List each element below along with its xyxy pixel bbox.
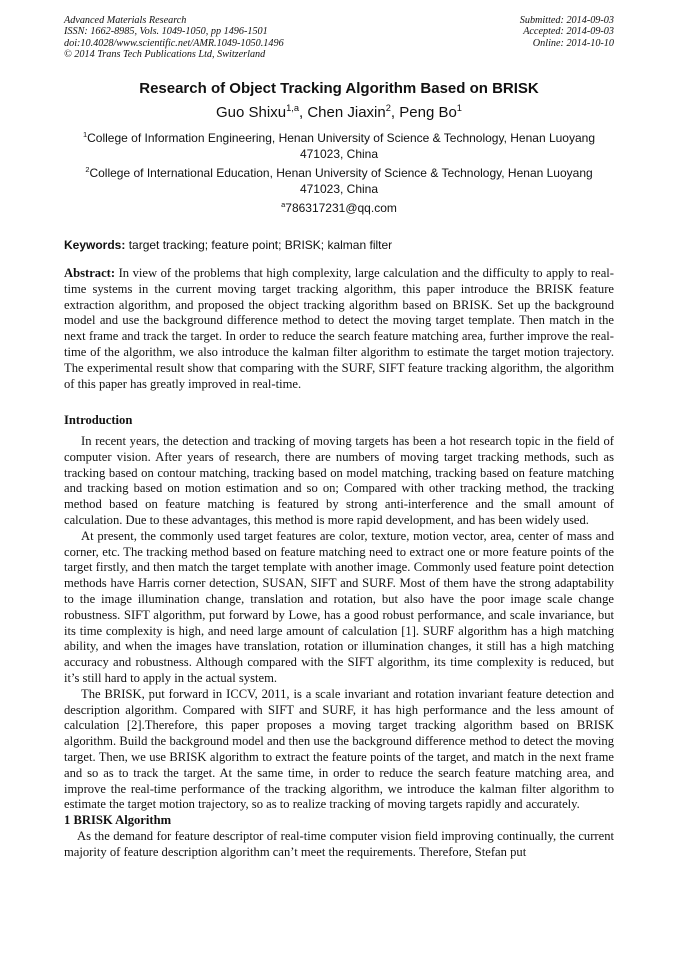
- author-sup: 2: [385, 103, 391, 113]
- dates-info: [520, 15, 614, 49]
- affiliation-sup: 1: [82, 130, 88, 139]
- author-sup: 1,a: [286, 103, 299, 113]
- author-email: [0, 201, 678, 215]
- author-sep: ,: [390, 104, 400, 121]
- doi-line: doi:10.4028/www.scientific.net/AMR.1049-1050.1496: [64, 37, 284, 49]
- affiliation-text: College of International Education, Henan University of Science & Technology, Henan Luoyang 471023, China: [89, 166, 593, 196]
- accepted-date: Accepted: 2014-09-03: [523, 26, 614, 38]
- keywords-text: target tracking; feature point; BRISK; kalman filter: [128, 238, 393, 252]
- author-sep: ,: [299, 104, 308, 121]
- introduction-section: [64, 434, 614, 861]
- journal-name: Advanced Materials Research: [64, 15, 187, 26]
- abstract: [64, 266, 614, 392]
- keywords-label: Keywords:: [64, 238, 126, 252]
- intro-paragraph-2: At present, the commonly used target features are color, texture, motion vector, area, center of mass and corner, etc. The tracking method based on feature matching need to extract one or more feature points of the target firstly, and then match the target template with another image. Commonly used feature point detection methods have Harris corner detection, SUSAN, SIFT and SURF. Most of them have the strong adaptability to the image illumination change, translation and rotation, but also have the poor image scale change robustness. SIFT algorithm, put forward by Lowe, has a good robust performance, and scale invariance, but its time complexity is high, and need large amount of calculation [1]. SURF algorithm has a high matching ability, and when the images have translation, rotation or illumination changes, it still has a high matching accuracy and robustness. Although compared with the SIFT algorithm, its time complexity is reduced, but it’s still hard to apply in the actual system.: [64, 528, 614, 685]
- copyright-line: © 2014 Trans Tech Publications Ltd, Switzerland: [64, 48, 266, 60]
- online-date: Online: 2014-10-10: [532, 37, 614, 49]
- intro-paragraph-1: In recent years, the detection and tracking of moving targets has been a hot research topic in the field of computer vision. After years of research, there are numbers of moving target tracking methods, such as tracking based on contour matching, tracking based on model matching, tracking based on feature matching and tracking based on motion estimation and so on; Compared with other tracking method, the tracking method based on feature matching is featured by strong anti-interference and the small amount of calculation. Due to these advantages, this method is more rapid development, and has been widely used.: [64, 434, 614, 527]
- author-sup: 1: [456, 103, 462, 113]
- introduction-heading: Introduction: [64, 413, 133, 427]
- paper-title: Research of Object Tracking Algorithm Based on BRISK: [139, 80, 539, 97]
- email-sup: a: [281, 200, 286, 209]
- keywords: [64, 238, 614, 252]
- journal-info: [64, 15, 284, 60]
- email-text: 786317231@qq.com: [285, 201, 397, 215]
- affiliation-text: College of Information Engineering, Henan University of Science & Technology, Henan Luoyang 471023, China: [87, 131, 595, 161]
- section-1-paragraph: As the demand for feature descriptor of real-time computer vision field improving continually, the current majority of feature description algorithm can’t meet the requirements. Therefore, Stefan put: [64, 828, 614, 859]
- author-name: Peng Bo: [399, 104, 457, 121]
- author-list: [0, 104, 678, 121]
- issn-line: ISSN: 1662-8985, Vols. 1049-1050, pp 1496-1501: [64, 26, 268, 38]
- submitted-date: Submitted: 2014-09-03: [519, 15, 614, 26]
- author-name: Chen Jiaxin: [307, 104, 386, 121]
- author-name: Guo Shixu: [216, 104, 287, 121]
- abstract-label: Abstract:: [64, 266, 116, 280]
- affiliation-1: [64, 130, 614, 162]
- affiliation-sup: 2: [85, 165, 90, 174]
- section-1-heading: 1 BRISK Algorithm: [64, 813, 172, 828]
- intro-paragraph-3: The BRISK, put forward in ICCV, 2011, is a scale invariant and rotation invariant feature detection and description algorithm. Compared with SIFT and SURF, it has high performance and the less amount of calculation [2].Therefore, this paper proposes a moving target tracking algorithm based on BRISK algorithm. Build the background model and then use the background difference method to detect the moving target. Then, we use BRISK algorithm to extract the feature points of the target, and match in the next frame and so as to track the target. At the same time, in order to reduce the search feature matching area, and improve the real-time performance of the tracking algorithm, we introduce the kalman filter algorithm to estimate the target motion trajectory, so as to realize tracking of moving targets rapidly and accurately.: [64, 686, 614, 812]
- affiliation-2: [64, 165, 614, 197]
- abstract-text: In view of the problems that high complexity, large calculation and the difficulty to apply to real-time systems in the current moving target tracking algorithm, this paper introduce the BRISK feature extraction algorithm, and proposed the object tracking algorithm based on BRISK. Set up the background model and use the background difference method to detect the moving target template. Then match in the next frame and track the target. In order to reduce the search feature matching area, further improve the real-time of the algorithm, we also introduce the kalman filter algorithm to estimate the target motion trajectory. The experimental result show that comparing with the SURF, SIFT feature tracking algorithm, the algorithm of this paper has greatly improved in real-time.: [64, 266, 614, 391]
